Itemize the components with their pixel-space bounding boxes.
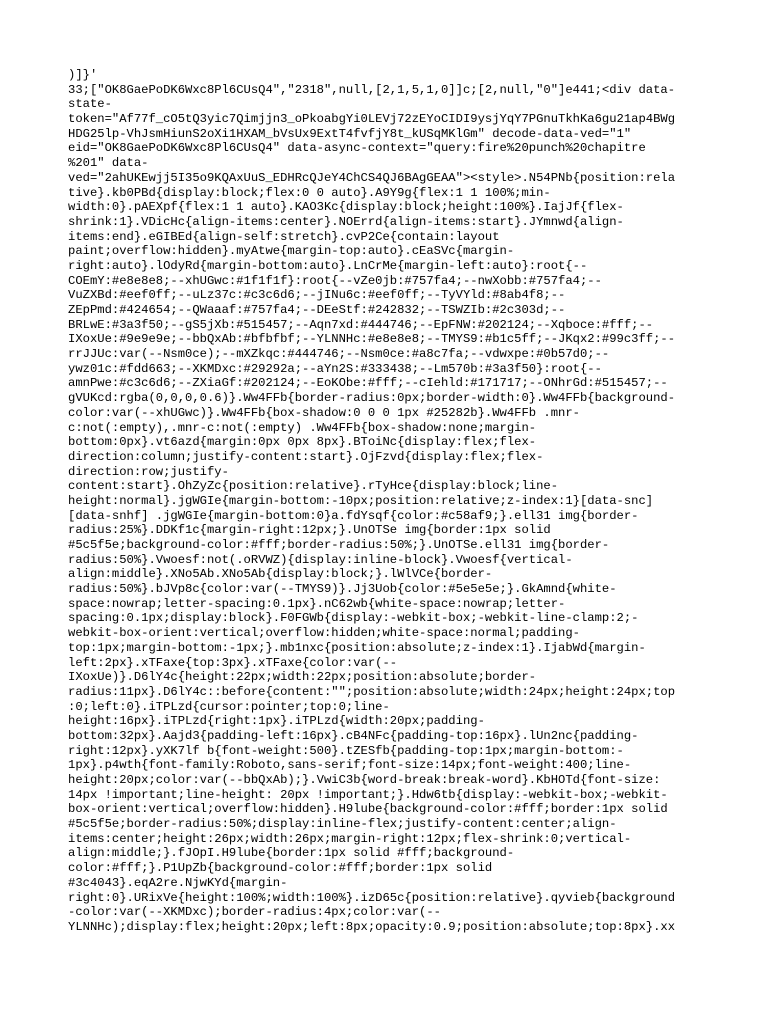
document-line: gVUKcd:rgba(0,0,0,0.6)}.Ww4FFb{border-radius:0px;border-width:0}.Ww4FFb{background- (68, 391, 676, 406)
document-line: right:auto}.lOdyRd{margin-bottom:auto}.LnCrMe{margin-left:auto}:root{-- (68, 258, 588, 273)
document-line: paint;overflow:hidden}.myAtwe{margin-top:auto}.cEaSVc{margin- (68, 244, 515, 259)
document-line: #3c4043}.eqA2re.NjwKYd{margin- (68, 875, 288, 890)
document-line: ved="2ahUKEwjj5I35o9KQAxUuS_EDHRcQJeY4ChCS4QJ6BAgGEAA"><style>.N54PNb{position:rela (68, 170, 676, 185)
document-line: HDG25lp-VhJsmHiunS2oXi1HXAM_bVsUx9ExtT4fvfjY8t_kUSqMKlGm" decode-data-ved="1" (68, 126, 632, 141)
document-line: items:end}.eGIBEd{align-self:stretch}.cvP2Ce{contain:layout (68, 229, 500, 244)
document-line: :0;left:0}.iTPLzd{cursor:pointer;top:0;line- (68, 699, 390, 714)
document-line: BRLwE:#3a3f50;--gS5jXb:#515457;--Aqn7xd:#444746;--EpFNW:#202124;--Xqboce:#fff;-- (68, 317, 654, 332)
document-line: items:center;height:26px;width:26px;margin-right:12px;flex-shrink:0;vertical- (68, 831, 632, 846)
document-line: COEmY:#e8e8e8;--xhUGwc:#1f1f1f}:root{--vZe0jb:#757fa4;--nwXobb:#757fa4;-- (68, 273, 602, 288)
document-line: right:12px}.yXK7lf b{font-weight:500}.tZESfb{padding-top:1px;margin-bottom:- (68, 743, 624, 758)
document-line: color:#fff;}.P1UpZb{background-color:#fff;border:1px solid (68, 861, 493, 876)
document-line: ZEpPmd:#424654;--QWaaaf:#757fa4;--DEeStf:#242832;--TSWZIb:#2c303d;-- (68, 303, 566, 317)
document-line: top:1px;margin-bottom:-1px;}.mb1nxc{position:absolute;z-index:1}.IjabWd{margin- (68, 640, 646, 655)
document-line: radius:50%}.bJVp8c{color:var(--TMYS9)}.Jj3Uob{color:#5e5e5e;}.GkAmnd{white- (68, 582, 617, 597)
document-line: #5c5f5e;background-color:#fff;border-radius:50%;}.UnOTSe.ell31 img{border- (68, 538, 610, 552)
document-line: IXoxUe)}.D6lY4c{height:22px;width:22px;position:absolute;border- (68, 670, 537, 685)
document-line: eid="OK8GaePoDK6Wxc8Pl6CUsQ4" data-async-context="query:fire%20punch%20chapitre (68, 141, 646, 156)
document-line: box-orient:vertical;overflow:hidden}.H9lube{background-color:#fff;border:1px solid (68, 802, 668, 817)
document-line: radius:11px}.D6lY4c::before{content:"";position:absolute;width:24px;height:24px;top (68, 684, 676, 699)
document-line: state- (68, 97, 112, 112)
document-line: right:0}.URixVe{height:100%;width:100%}.izD65c{position:relative}.qyvieb{background (68, 890, 676, 905)
document-line: align:middle}.XNo5Ab.XNo5Ab{display:block;}.lWlVCe{border- (68, 567, 493, 582)
document-line: spacing:0.1px;display:block}.F0FGWb{display:-webkit-box;-webkit-line-clamp:2;- (68, 611, 639, 626)
document-line: c:not(:empty),.mnr-c:not(:empty) .Ww4FFb{box-shadow:none;margin- (68, 420, 537, 435)
document-line: amnPwe:#c3c6d6;--ZXiaGf:#202124;--EoKObe:#fff;--cIehld:#171717;--ONhrGd:#515457;-- (68, 376, 668, 391)
document-line: align:middle;}.fJOpI.H9lube{border:1px solid #fff;background- (68, 846, 515, 861)
document-line: )]}' (68, 68, 98, 82)
document-line: webkit-box-orient:vertical;overflow:hidden;white-space:normal;padding- (68, 626, 580, 641)
document-line: space:nowrap;letter-spacing:0.1px}.nC62wb{white-space:nowrap;letter- (68, 596, 566, 611)
document-line: bottom:32px}.Aajd3{padding-left:16px}.cB4NFc{padding-top:16px}.lUn2nc{padding- (68, 728, 639, 743)
document-line: width:0}.pAEXpf{flex:1 1 auto}.KAO3Kc{display:block;height:100%}.IajJf{flex- (68, 200, 624, 215)
document-line: radius:25%}.DDKf1c{margin-right:12px;}.UnOTSe img{border:1px solid (68, 523, 551, 538)
document-line: -color:var(--XKMDxc);border-radius:4px;color:var(-- (68, 905, 441, 920)
document-line: direction:row;justify- (68, 464, 229, 479)
document-line: tive}.kb0PBd{display:block;flex:0 0 auto}.A9Y9g{flex:1 1 100%;min- (68, 185, 551, 200)
document-line: shrink:1}.VDicHc{align-items:center}.NOErrd{align-items:start}.JYmnwd{align- (68, 214, 624, 229)
document-line: YLNNHc);display:flex;height:20px;left:8px;opacity:0.9;position:absolute;top:8px}.xx (68, 919, 676, 934)
document-line: [data-snhf] .jgWGIe{margin-bottom:0}a.fdYsqf{color:#c58af9;}.ell31 img{border- (68, 508, 639, 523)
document-line: VuZXBd:#eef0ff;--uLz37c:#c3c6d6;--jINu6c:#eef0ff;--TyVYld:#8ab4f8;-- (68, 288, 566, 303)
document-line: #5c5f5e;border-radius:50%;display:inline-flex;justify-content:center;align- (68, 817, 617, 832)
document-line: 33;["OK8GaePoDK6Wxc8Pl6CUsQ4","2318",null,[2,1,5,1,0]]c;[2,null,"0"]e441;<div data- (68, 82, 676, 97)
document-line: direction:column;justify-content:start}.OjFzvd{display:flex;flex- (68, 449, 544, 464)
document-line: rrJJUc:var(--Nsm0ce);--mXZkqc:#444746;--Nsm0ce:#a8c7fa;--vdwxpe:#0b57d0;-- (68, 347, 610, 362)
document-line: %201" data- (68, 156, 149, 171)
document-line: left:2px}.xTFaxe{top:3px}.xTFaxe{color:var(-- (68, 655, 398, 670)
document-line: token="Af77f_cO5tQ3yic7Qimjjn3_oPkoabgYi0LEVj72zEYoCIDI9ysjYqY7PGnuTkhKa6gu21ap4BWg (68, 112, 676, 127)
document-line: radius:50%}.Vwoesf:not(.oRVWZ){display:inline-block}.Vwoesf{vertical- (68, 552, 573, 567)
document-line: 14px !important;line-height: 20px !important;}.Hdw6tb{display:-webkit-box;-webkit- (68, 787, 668, 802)
document-line: height:20px;color:var(--bbQxAb);}.VwiC3b{word-break:break-word}.KbHOTd{font-size: (68, 773, 661, 787)
document-line: height:16px}.iTPLzd{right:1px}.iTPLzd{width:20px;padding- (68, 714, 485, 729)
document-line: 1px}.p4wth{font-family:Roboto,sans-serif;font-size:14px;font-weight:400;line- (68, 758, 632, 773)
document-line: IXoxUe:#9e9e9e;--bbQxAb:#bfbfbf;--YLNNHc:#e8e8e8;--TMYS9:#b1c5ff;--JKqx2:#99c3ff;-- (68, 332, 676, 347)
document-line: color:var(--xhUGwc)}.Ww4FFb{box-shadow:0 0 0 1px #25282b}.Ww4FFb .mnr- (68, 405, 580, 420)
document-line: ywz01c:#fdd663;--XKMDxc:#29292a;--aYn2S:#333438;--Lm570b:#3a3f50}:root{-- (68, 361, 602, 376)
document-line: height:normal}.jgWGIe{margin-bottom:-10px;position:relative;z-index:1}[data-snc] (68, 493, 654, 508)
document-line: content:start}.OhZyZc{position:relative}.rTyHce{display:block;line- (68, 479, 559, 494)
raw-response-text (68, 68, 700, 935)
document-line: bottom:0px}.vt6azd{margin:0px 0px 8px}.BToiNc{display:flex;flex- (68, 435, 537, 450)
